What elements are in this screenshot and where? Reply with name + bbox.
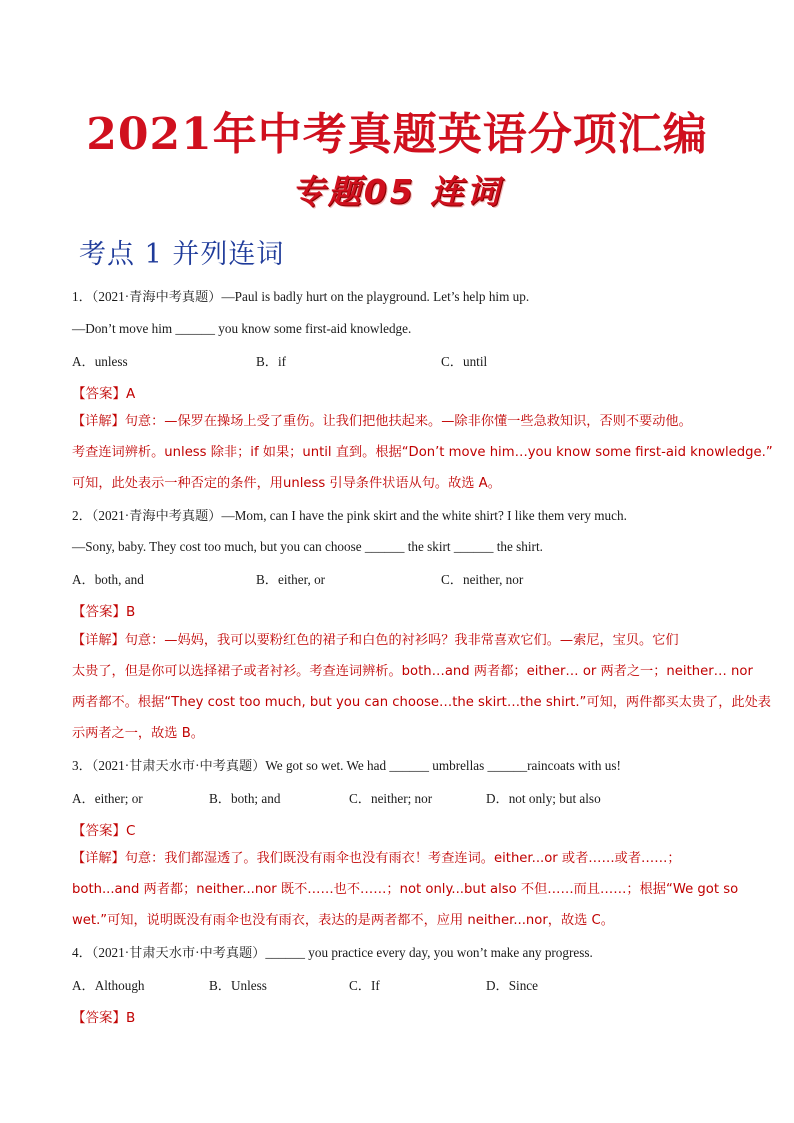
explanation-line: 太贵了，但是你可以选择裙子或者衬衫。考查连词辨析。both…and 两者都；either… or 两者之一；neither… nor xyxy=(72,664,753,679)
option-a: A．Although xyxy=(72,978,145,993)
option-d: D．Since xyxy=(486,978,539,993)
option-a: A．unless xyxy=(72,354,128,369)
option-a: A．both, and xyxy=(72,572,144,587)
question-stem-line: —Don’t move him ______ you know some first-aid knowledge. xyxy=(72,321,412,336)
question-stem: 3．（2021·甘肃天水市·中考真题）We got so wet. We had ______ umbrellas ______raincoats with us! xyxy=(72,758,621,773)
explanation xyxy=(72,850,739,943)
option-c: C．until xyxy=(441,354,488,369)
option-c: C．If xyxy=(349,978,380,993)
explanation-line: 【详解】句意：—妈妈，我可以要粉红色的裙子和白色的衬衫吗？我非常喜欢它们。—索尼，宝贝。它们 xyxy=(72,633,679,648)
answer-label: 【答案】B xyxy=(72,1010,136,1026)
option-c: C．neither, nor xyxy=(441,572,524,587)
question-stem: 1．（2021·青海中考真题）—Paul is badly hurt on the playground. Let’s help him up. xyxy=(72,289,530,304)
explanation-line: both...and 两者都；neither...nor 既不……也不……；not only...but also 不但……而且……；根据“We got so xyxy=(72,882,739,897)
explanation-line: 【详解】句意：我们都湿透了。我们既没有雨伞也没有雨衣！考查连词。either...or 或者……或者……； xyxy=(72,851,681,866)
question-stem: 4．（2021·甘肃天水市·中考真题）______ you practice every day, you won’t make any progress. xyxy=(72,945,593,960)
explanation-line: 【详解】句意：—保罗在操场上受了重伤。让我们把他扶起来。—除非你懂一些急救知识，否则不要动他。 xyxy=(72,414,692,429)
option-c: C．neither; nor xyxy=(349,791,433,806)
explanation xyxy=(72,632,771,756)
answer-label: 【答案】B xyxy=(72,604,136,620)
explanation-line: 示两者之一，故选 B。 xyxy=(72,726,204,741)
explanation-line: 两者都不。根据“They cost too much, but you can choose…the skirt…the shirt.”可知，两件都买太贵了，此处表 xyxy=(72,695,771,710)
option-b: B．if xyxy=(256,354,287,369)
question-stem-line: —Sony, baby. They cost too much, but you can choose ______ the skirt ______ the shirt. xyxy=(72,539,543,554)
option-b: B．both; and xyxy=(209,791,281,806)
document-subtitle: 专题05 连词 xyxy=(291,172,503,211)
explanation-line: wet.”可知，说明既没有雨伞也没有雨衣，表达的是两者都不，应用 neither...nor，故选 C。 xyxy=(72,913,614,928)
explanation xyxy=(72,413,773,506)
document-title: 2021年中考真题英语分项汇编 xyxy=(86,109,708,160)
answer-label: 【答案】A xyxy=(72,386,136,402)
answer-label: 【答案】C xyxy=(72,823,136,839)
option-a: A．either; or xyxy=(72,791,143,806)
explanation-line: 考查连词辨析。unless 除非；if 如果；until 直到。根据“Don’t move him…you know some first-aid knowledge.” xyxy=(72,445,773,460)
section-heading: 考点 1 并列连词 xyxy=(79,239,285,270)
explanation-line: 可知，此处表示一种否定的条件，用unless 引导条件状语从句。故选 A。 xyxy=(72,476,501,491)
option-b: B．Unless xyxy=(209,978,267,993)
question-stem: 2．（2021·青海中考真题）—Mom, can I have the pink skirt and the white shirt? I like them very much. xyxy=(72,508,627,523)
option-d: D．not only; but also xyxy=(486,791,601,806)
option-b: B．either, or xyxy=(256,572,326,587)
